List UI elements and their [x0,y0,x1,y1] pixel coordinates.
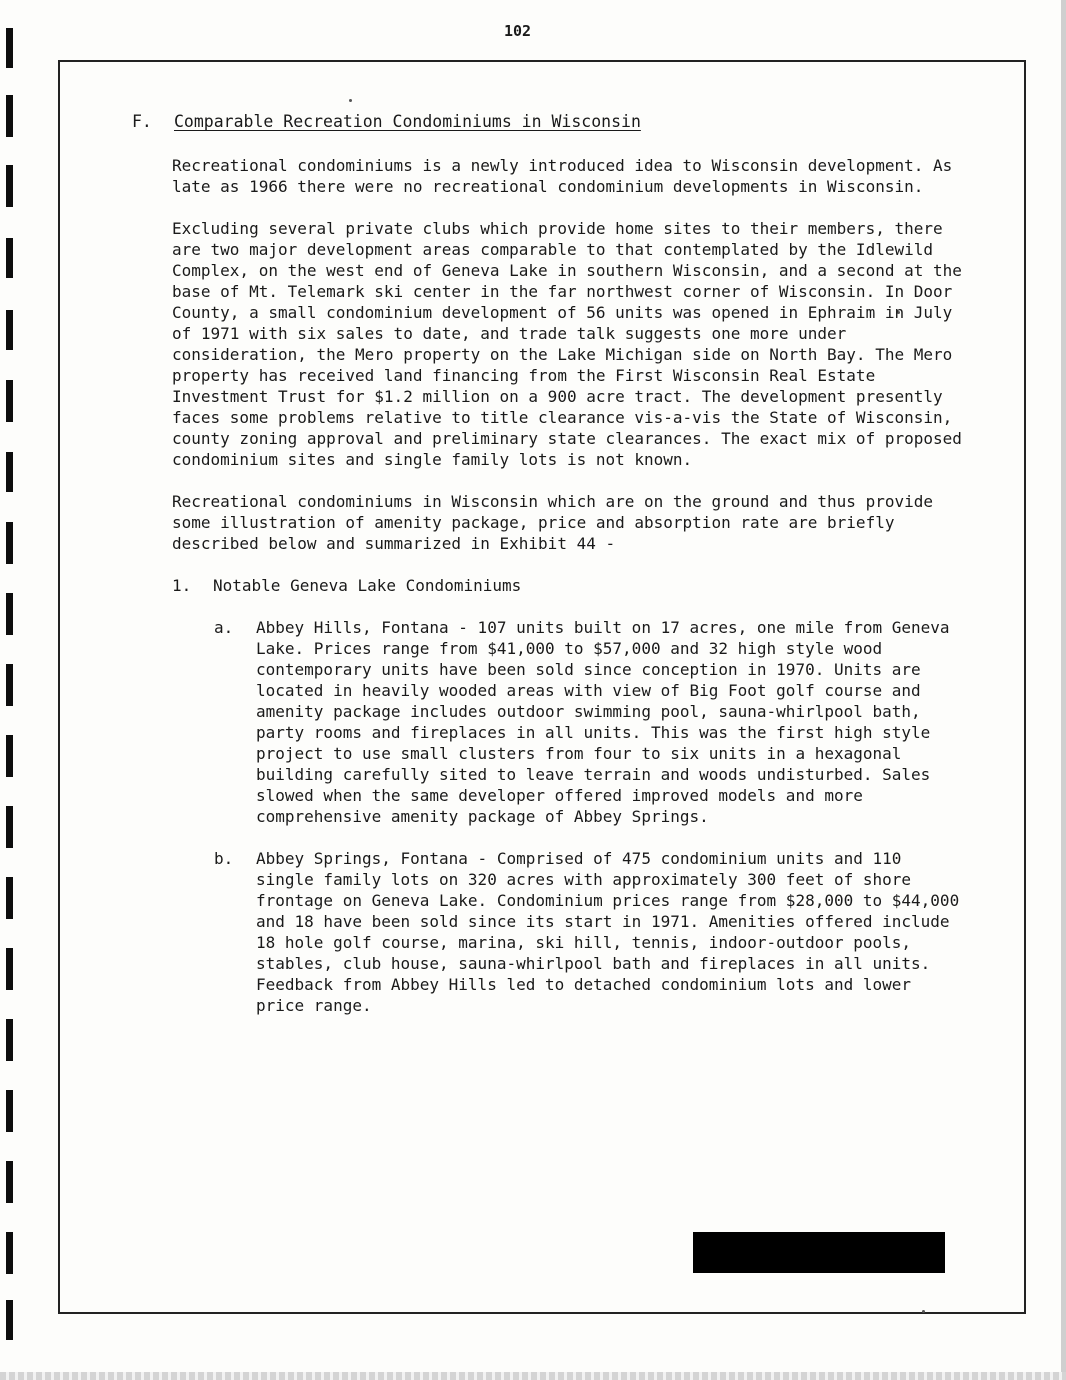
paragraph-intro: Recreational condominiums is a newly introduced idea to Wisconsin development. As late as 1966 there were no recreational condominium developments in Wisconsin. [172,156,953,196]
paragraph-summary: Recreational condominiums in Wisconsin which are on the ground and thus provide some illustration of amenity package, price and absorption rate are briefly described below and summarized in Exhibit 44 - [172,492,933,553]
scan-bottom-edge [0,1372,1066,1380]
list-title: Notable Geneva Lake Condominiums [213,576,522,595]
binding-mark [6,452,13,492]
binding-mark [6,664,13,706]
list-item [214,617,962,827]
section-heading [132,112,641,131]
binding-mark [6,948,13,990]
binding-mark [6,1090,13,1132]
page-number: 102 [503,22,532,40]
binding-mark [6,380,13,422]
scan-right-edge [1061,0,1066,1380]
binding-mark [6,95,13,137]
document-body [172,155,962,1037]
binding-mark [6,806,13,848]
item-text: Abbey Springs, Fontana - Comprised of 475 condominium units and 110 single family lots on 320 acres with approximately 300 feet of shore frontage on Geneva Lake. Condominium prices range from $28,000 to $44,000 and 18 have been sold since its start in 1971. Amenities offered include 18 hole golf course, marina, ski hill, tennis, indoor-outdoor pools, stables, club house, sauna-whirlpool bath and fireplaces in all units. Feedback from Abbey Hills led to detached condominium lots and lower price range. [256,849,960,1015]
binding-mark [6,1232,13,1274]
redaction-block [693,1232,945,1273]
item-marker: a. [214,618,234,637]
section-letter: F. [132,112,152,131]
binding-mark [6,1300,13,1340]
binding-mark [6,238,13,278]
paragraph-comparable-areas: Excluding several private clubs which provide home sites to their members, there are two major development areas comparable to that contemplated by the Idlewild Complex, on the west end of Geneva Lake in southern Wisconsin, and a second at the base of Mt. Telemark ski center in the far northwest corner of Wisconsin. In Door County, a small condominium development of 56 units was opened in Ephraim in July of 1971 with six sales to date, and trade talk suggests one more under consideration, the Mero property on the Lake Michigan side on North Bay. The Mero property has received land financing from the First Wisconsin Real Estate Investment Trust for $1.2 million on a 900 acre tract. The development presently faces some problems relative to title clearance vis-a-vis the State of Wisconsin, county zoning approval and preliminary state clearances. The exact mix of proposed condominium sites and single family lots is not known. [172,219,962,469]
binding-mark [6,1019,13,1061]
section-title: Comparable Recreation Condominiums in Wisconsin [174,112,641,131]
binding-mark [6,165,13,207]
binding-mark [6,522,13,564]
binding-mark [6,310,13,350]
item-text: Abbey Hills, Fontana - 107 units built on 17 acres, one mile from Geneva Lake. Prices range from $41,000 to $57,000 and 32 high style wood contemporary units have been sold since conception in 1970. Units are located in heavily wooded areas with view of Big Foot golf course and amenity package includes outdoor swimming pool, sauna-whirlpool bath, party rooms and fireplaces in all units. This was the first high style project to use small clusters from four to six units in a hexagonal building carefully sited to leave terrain and woods undisturbed. Sales slowed when the same developer offered improved models and more comprehensive amenity package of Abbey Springs. [256,618,950,826]
list-item [214,848,962,1016]
list-heading [172,575,962,596]
binding-mark [6,735,13,777]
item-marker: b. [214,849,234,868]
scan-speck [922,1310,925,1313]
binding-mark [6,1161,13,1203]
scan-speck [349,99,352,102]
binding-mark [6,593,13,635]
list-number: 1. [172,576,192,595]
binding-mark [6,877,13,919]
